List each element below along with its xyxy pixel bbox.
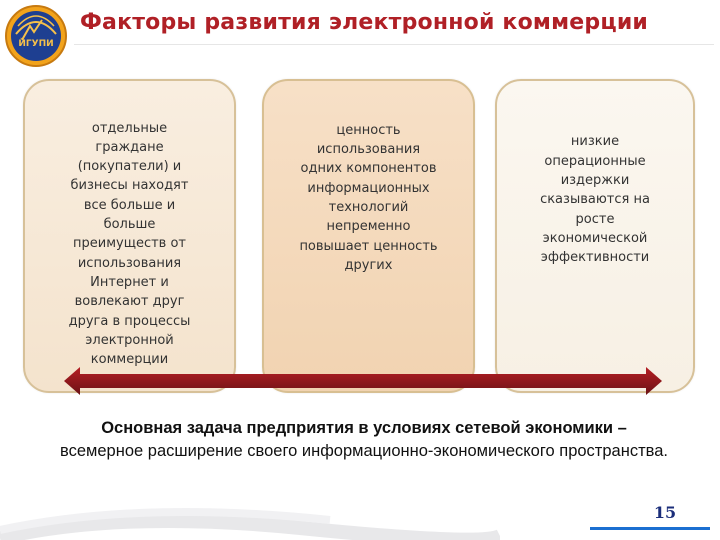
conclusion-normal: всемерное расширение своего информационно-экономического пространства.	[60, 442, 668, 460]
logo	[4, 4, 68, 68]
factor-card-1	[23, 79, 236, 393]
conclusion-bold: Основная задача предприятия в условиях сетевой экономики –	[101, 419, 627, 437]
factor-card-3	[495, 79, 695, 393]
conclusion-text	[34, 417, 694, 463]
page-number-underline	[590, 527, 710, 530]
factor-card-2	[262, 79, 475, 393]
logo-text: ЙГУПИ	[18, 39, 54, 49]
title-divider	[74, 44, 714, 45]
double-arrow-icon	[64, 366, 662, 396]
factor-card-1-text: отдельные граждане (покупатели) и бизнесы находят все больше и больше преимуществ от использования Интернет и вовлекают друг друга в процессы электронной коммерции	[68, 120, 191, 368]
factor-card-3-text: низкие операционные издержки сказываются на росте экономической эффективности	[540, 134, 650, 266]
factor-card-2-text: ценность использования одних компонентов информационных технологий непременно повышает ценность других	[299, 122, 438, 273]
slide-title: Факторы развития электронной коммерции	[80, 10, 649, 35]
decorative-swirl	[0, 490, 500, 540]
page-number: 15	[653, 503, 677, 522]
